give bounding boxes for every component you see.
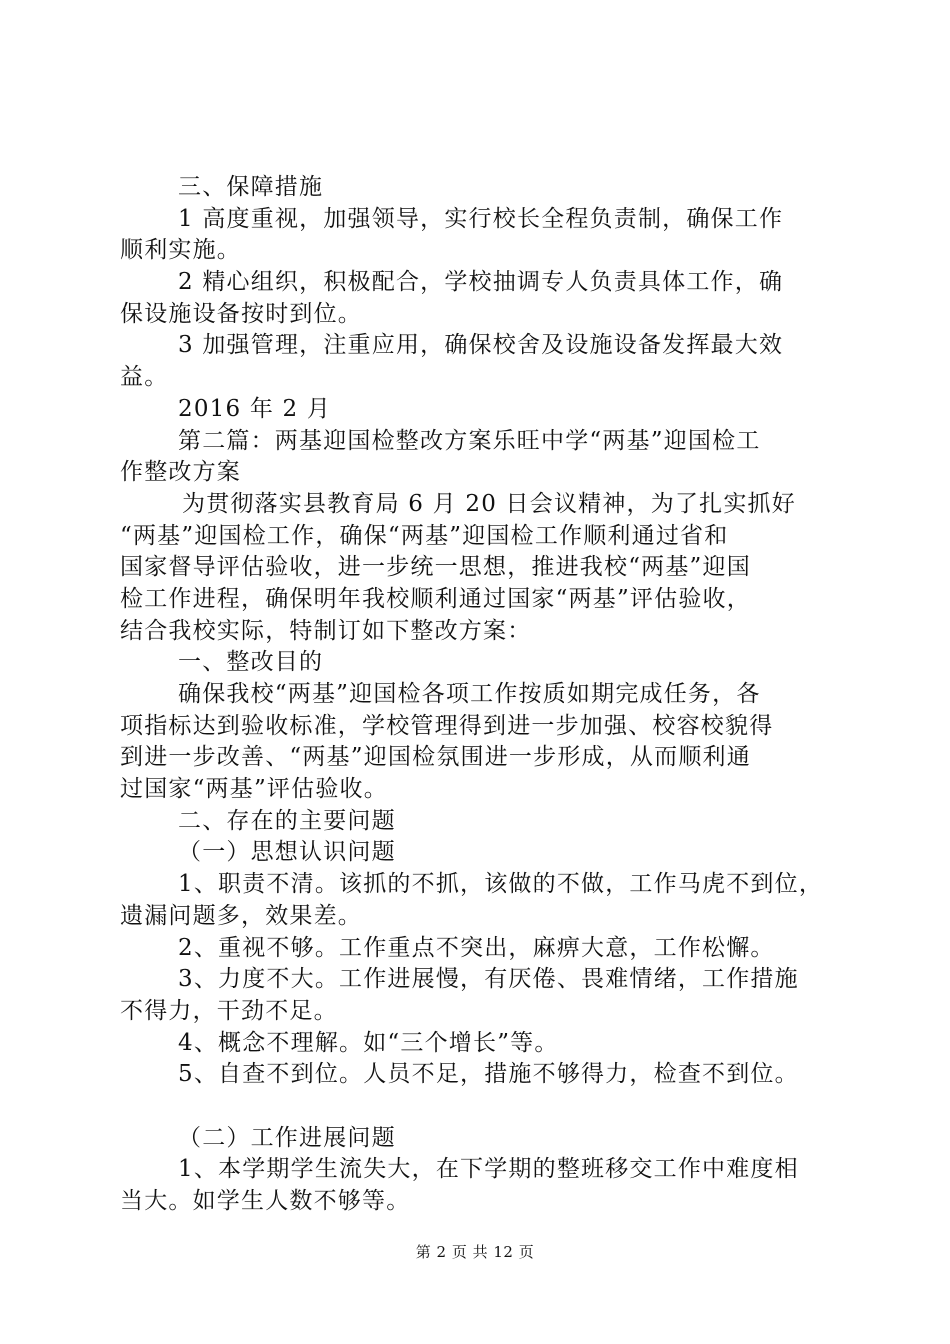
subsection-heading-progress: （二）工作进展问题 xyxy=(178,1124,396,1151)
paragraph-line: 检工作进程，确保明年我校顺利通过国家“两基”评估验收， xyxy=(120,585,751,612)
paragraph-line: 确保我校“两基”迎国检各项工作按质如期完成任务，各 xyxy=(178,681,761,707)
paragraph-line: 保设施设备按时到位。 xyxy=(120,300,362,327)
blank-line xyxy=(120,1091,836,1123)
paragraph-line: 5、自查不到位。人员不足，措施不够得力，检查不到位。 xyxy=(178,1061,799,1088)
section-heading-safeguards: 三、保障措施 xyxy=(178,174,324,200)
paragraph-line: 为贯彻落实县教育局 6 月 20 日会议精神，为了扎实抓好 xyxy=(182,490,796,517)
chapter-title: 第二篇：两基迎国检整改方案乐旺中学“两基”迎国检工 xyxy=(178,427,761,454)
page-number-footer: 第 2 页 共 12 页 xyxy=(415,1243,535,1261)
paragraph-line: 结合我校实际，特制订如下整改方案： xyxy=(120,617,532,644)
paragraph-line: 到进一步改善、“两基”迎国检氛围进一步形成，从而顺利通 xyxy=(120,744,751,771)
paragraph-line: 3、力度不大。工作进展慢，有厌倦、畏难情绪，工作措施 xyxy=(178,966,799,993)
paragraph-line: 国家督导评估验收，进一步统一思想，推进我校“两基”迎国 xyxy=(120,554,751,581)
document-body xyxy=(120,172,836,1218)
paragraph-line: 1、本学期学生流失大，在下学期的整班移交工作中难度相 xyxy=(178,1156,799,1183)
section-heading-goal: 一、整改目的 xyxy=(178,649,324,676)
paragraph-line: 项指标达到验收标准，学校管理得到进一步加强、校容校貌得 xyxy=(120,712,774,739)
paragraph-line: 顺利实施。 xyxy=(120,237,241,264)
chapter-title-cont: 作整改方案 xyxy=(120,459,241,486)
date-line: 2016 年 2 月 xyxy=(178,395,332,422)
paragraph-line: 3 加强管理，注重应用，确保校舍及设施设备发挥最大效 xyxy=(178,332,784,359)
paragraph-line: 益。 xyxy=(120,364,169,391)
paragraph-line: 1 高度重视，加强领导，实行校长全程负责制，确保工作 xyxy=(178,205,784,232)
paragraph-line: 2、重视不够。工作重点不突出，麻痹大意，工作松懈。 xyxy=(178,934,775,961)
section-heading-problems: 二、存在的主要问题 xyxy=(178,807,396,834)
paragraph-line: 当大。如学生人数不够等。 xyxy=(120,1188,411,1214)
paragraph-line: 2 精心组织，积极配合，学校抽调专人负责具体工作，确 xyxy=(178,269,784,296)
paragraph-line: 过国家“两基”评估验收。 xyxy=(120,776,388,803)
subsection-heading-awareness: （一）思想认识问题 xyxy=(178,839,396,866)
paragraph-line: 1、职责不清。该抓的不抓，该做的不做，工作马虎不到位， xyxy=(178,871,824,898)
paragraph-line: 4、概念不理解。如“三个增长”等。 xyxy=(178,1029,559,1056)
paragraph-line: 不得力，干劲不足。 xyxy=(120,997,338,1024)
paragraph-line: 遗漏问题多，效果差。 xyxy=(120,902,362,929)
paragraph-line: “两基”迎国检工作，确保“两基”迎国检工作顺利通过省和 xyxy=(120,522,729,549)
